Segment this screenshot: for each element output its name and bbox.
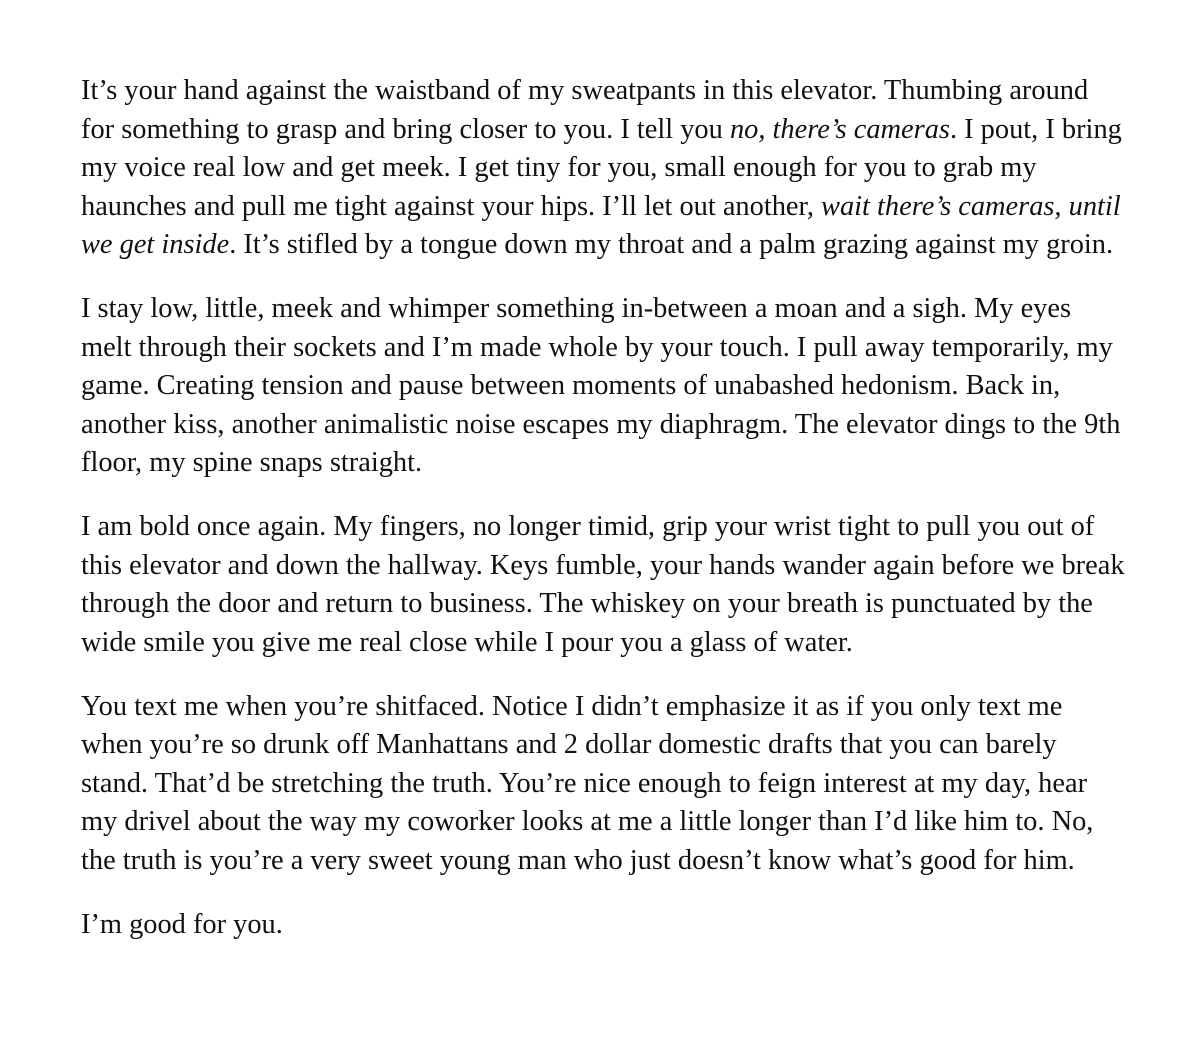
paragraph-2 <box>81 290 1126 483</box>
paragraph-1 <box>81 72 1126 265</box>
text-segment: I stay low, little, meek and whimper something in-between a moan and a sigh. My eyes melt through their sockets and I’m made whole by your touch. I pull away temporarily, my game. Creating tension and pause between moments of unabashed hedonism. Back in, another kiss, another animalistic noise escapes my diaphragm. The elevator dings to the 9th floor, my spine snaps straight. <box>81 293 1121 478</box>
paragraph-3 <box>81 508 1126 662</box>
text-segment: I am bold once again. My fingers, no longer timid, grip your wrist tight to pull you out of this elevator and down the hallway. Keys fumble, your hands wander again before we break through the door and return to business. The whiskey on your breath is punctuated by the wide smile you give me real close while I pour you a glass of water. <box>81 511 1125 658</box>
text-segment: . It’s stifled by a tongue down my throat and a palm grazing against my groin. <box>229 229 1114 260</box>
italic-text-segment: wait there’s cameras, until we get inside <box>81 190 1121 260</box>
paragraph-5 <box>81 906 1126 945</box>
text-segment: You text me when you’re shitfaced. Notice I didn’t emphasize it as if you only text me when you’re so drunk off Manhattans and 2 dollar domestic drafts that you can barely stand. That’d be stretching the truth. You’re nice enough to feign interest at my day, hear my drivel about the way my coworker looks at me a little longer than I’d like him to. No, the truth is you’re a very sweet young man who just doesn’t know what’s good for him. <box>81 690 1094 876</box>
paragraph-4 <box>81 688 1126 881</box>
text-segment: I’m good for you. <box>81 908 283 940</box>
text-segment: . I pout, I bring my voice real low and get meek. I get tiny for you, small enough for you to grab my haunches and pull me tight against your hips. I’ll let out another, <box>81 113 1122 222</box>
italic-text-segment: no, there’s cameras <box>729 113 950 145</box>
text-segment: It’s your hand against the waistband of my sweatpants in this elevator. Thumbing around for something to grasp and bring closer to you. I tell you <box>81 75 1089 145</box>
document-body <box>81 72 1126 970</box>
